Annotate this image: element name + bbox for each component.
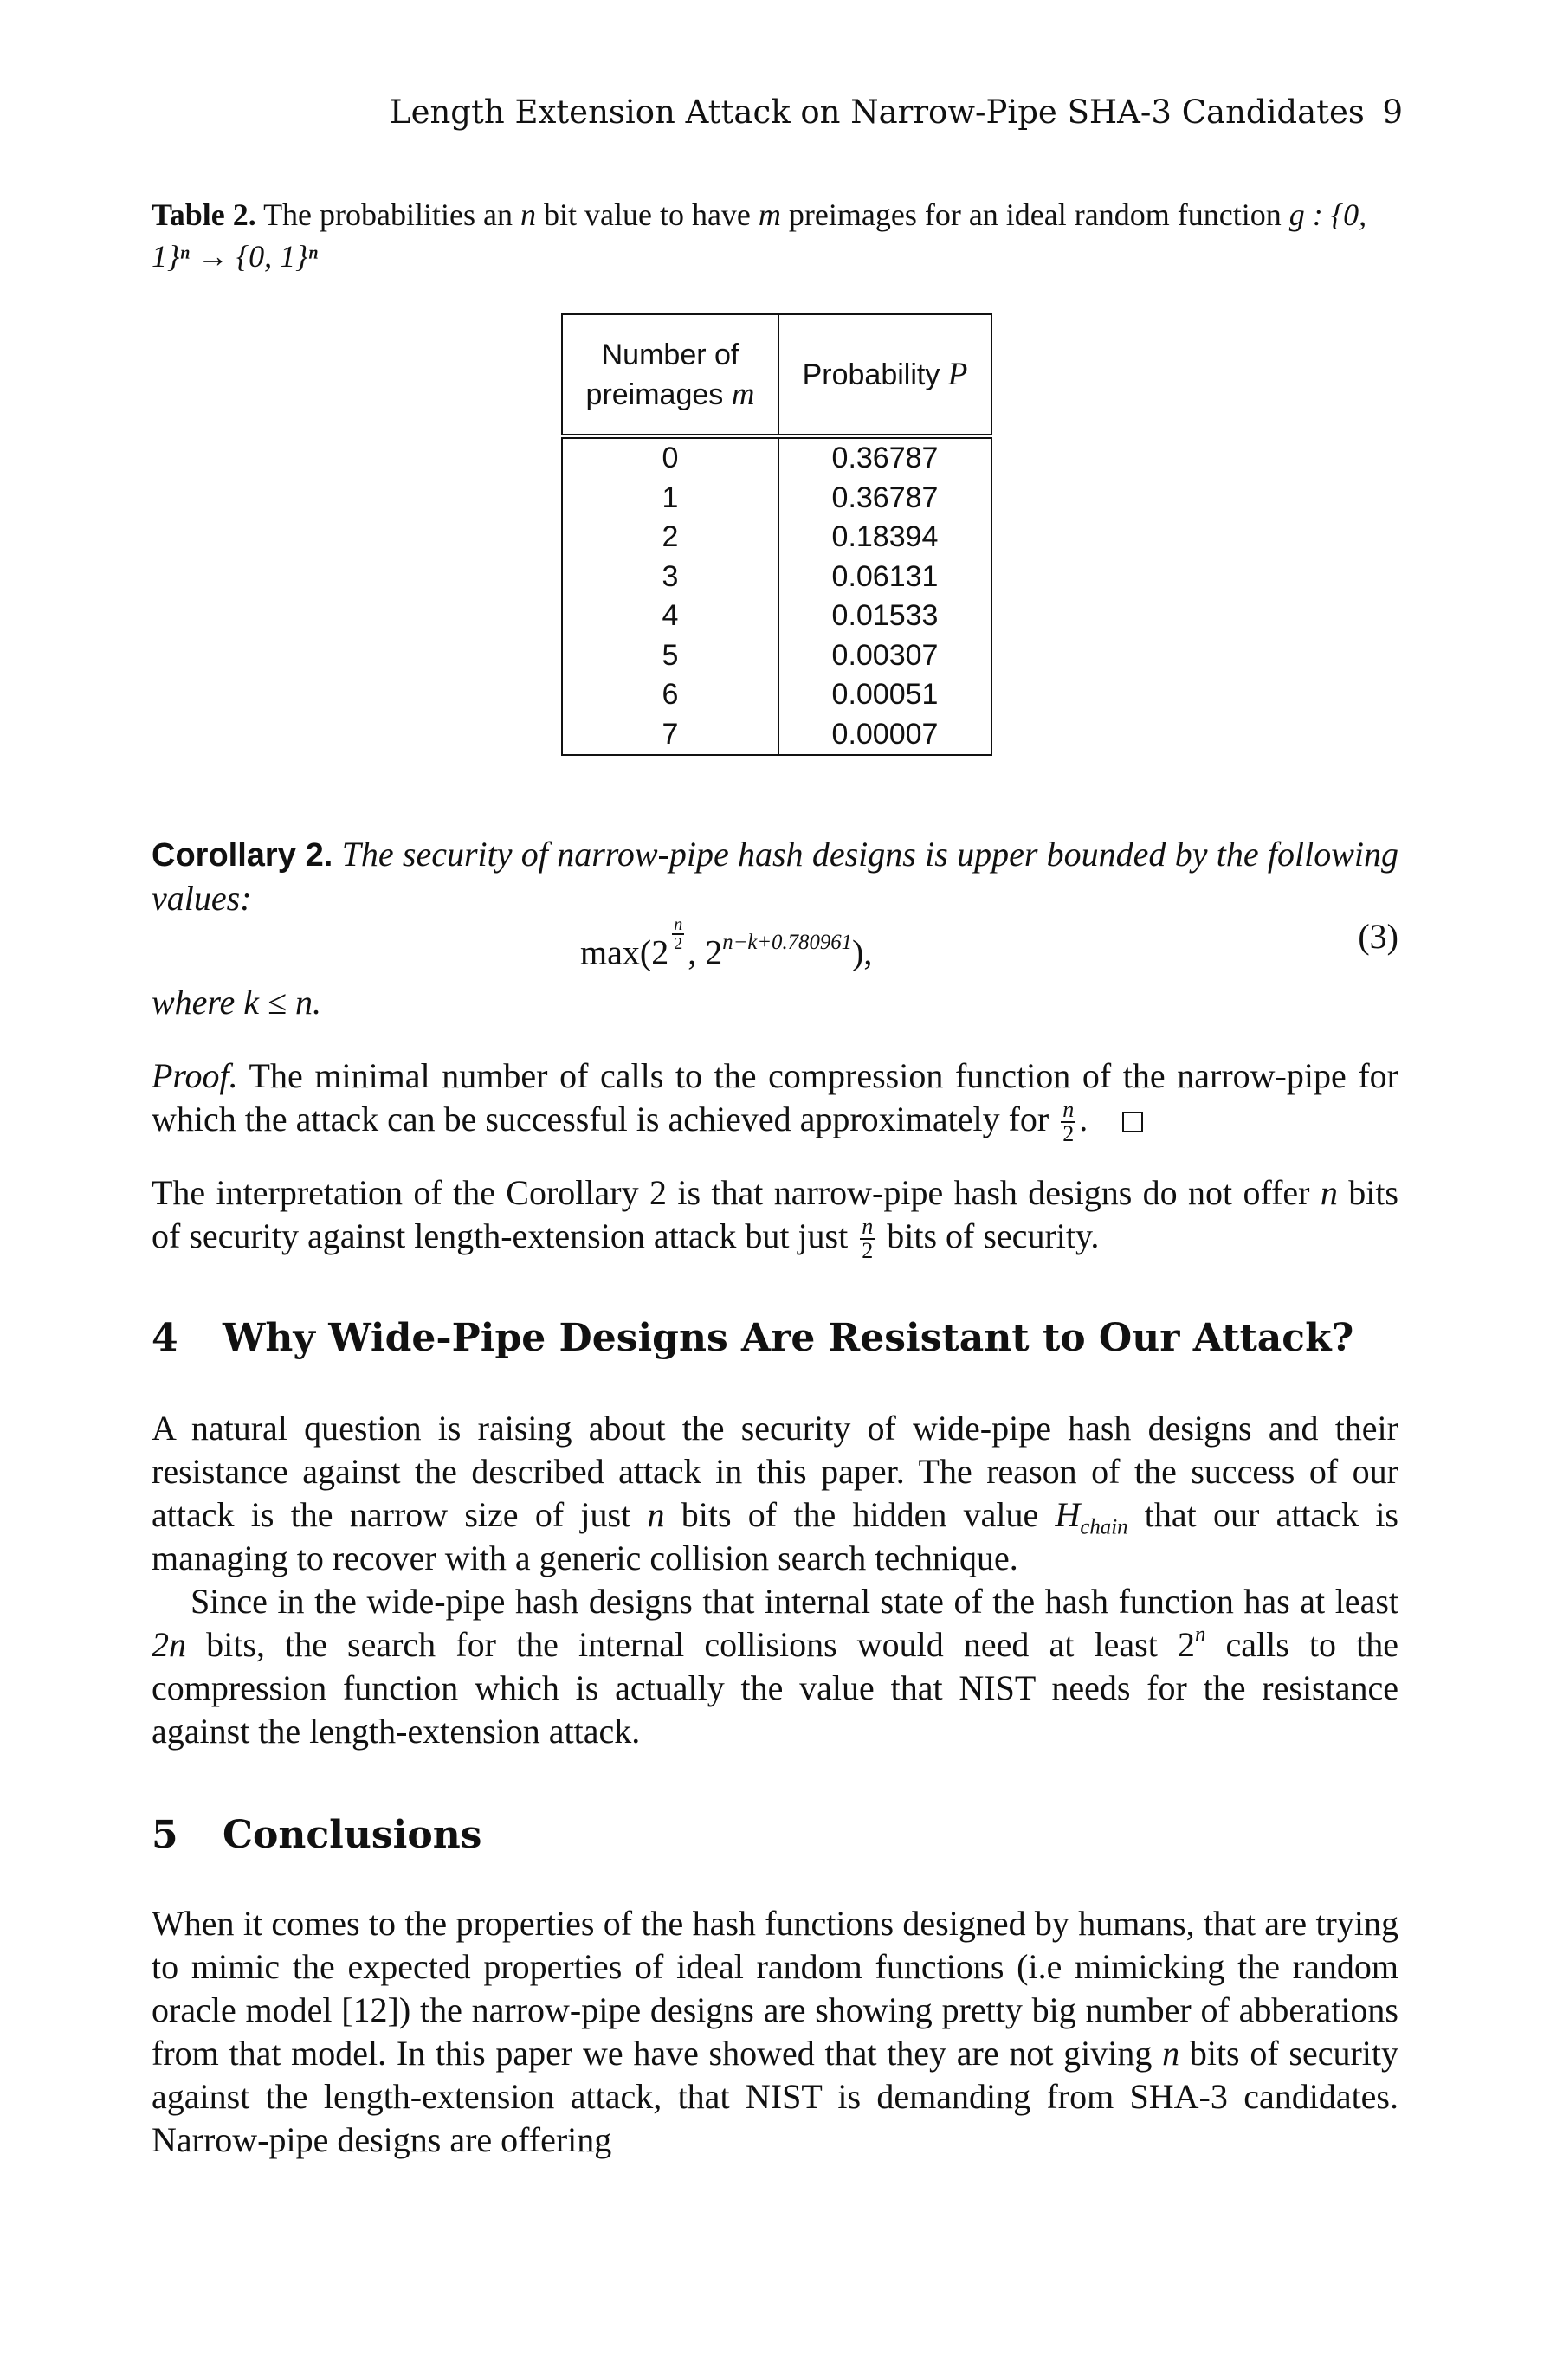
table-row: 3 0.06131: [562, 558, 991, 597]
table-row: 6 0.00051: [562, 675, 991, 715]
proof-label: Proof.: [152, 1056, 238, 1095]
corollary-statement: The security of narrow-pipe hash designs is upper bounded by the following values:: [152, 835, 1399, 918]
section-4-body: [152, 1407, 1398, 1753]
fraction-n-over-2: $\frac{n}{2}$: [1062, 1096, 1075, 1146]
section-5-body: [152, 1902, 1398, 2162]
interpretation-paragraph: The interpretation of the Corollary 2 is that narrow-pipe hash designs do not offer n bits of security against length-extension attack but just $\frac{n}{2}$ bits of security.: [152, 1173, 1399, 1263]
table-caption: Table 2. The probabilities an n bit value to have m preimages for an ideal random function g : {0, 1}ⁿ → {0, 1}ⁿ: [152, 197, 1367, 274]
fraction-n-over-2: $\frac{n}{2}$: [862, 1213, 874, 1263]
qed-symbol: [1122, 1112, 1143, 1132]
paragraph: Since in the wide-pipe hash designs that internal state of the hash function has at least 2n bits, the search for the internal collisions would need at least 2$^n$ calls to the compression function which is actually the value that NIST needs for the resistance against the length-extension attack.: [152, 1582, 1399, 1751]
section-number: 4: [152, 1316, 178, 1360]
page-number: 9: [1382, 94, 1403, 131]
table-row: 5 0.00307: [562, 636, 991, 676]
function-signature: g : {0, 1}ⁿ → {0, 1}ⁿ: [152, 197, 1367, 274]
section-4-heading: [152, 1314, 1398, 1363]
table-row: 4 0.01533: [562, 597, 991, 636]
running-head-title: Length Extension Attack on Narrow-Pipe SHA-3 Candidates: [390, 94, 1365, 131]
probability-table: [561, 313, 992, 756]
equation-3: [152, 915, 1398, 972]
section-title: Why Wide-Pipe Designs Are Resistant to Our Attack?: [223, 1316, 1354, 1360]
section-number: 5: [152, 1813, 178, 1857]
equation-number: (3): [1358, 917, 1398, 956]
table-header-row: [562, 314, 991, 436]
table-row: 7 0.00007: [562, 715, 991, 756]
corollary-2: [152, 833, 1398, 920]
exponent-fraction: n 2: [674, 915, 683, 953]
corollary-where-clause: where k ≤ n.: [152, 983, 321, 1022]
header-probability: Probability P: [778, 314, 991, 436]
corollary-label: Corollary 2.: [152, 837, 333, 874]
paragraph: When it comes to the properties of the hash functions designed by humans, that are trying to mimic the expected properties of ideal random functions (i.e mimicking the random oracle model [12]) the narrow-pipe designs are showing pretty big number of abberations from that model. In this paper we have showed that they are not giving n bits of security against the length-extension attack, that NIST is demanding from SHA-3 candidates. Narrow-pipe designs are offering: [152, 1904, 1399, 2159]
header-preimages: Number of preimages m: [562, 314, 778, 436]
running-head: [390, 94, 1403, 131]
section-5-heading: [152, 1811, 1398, 1860]
table-row: 1 0.36787: [562, 479, 991, 519]
section-title: Conclusions: [223, 1813, 482, 1857]
paragraph: A natural question is raising about the security of wide-pipe hash designs and their resistance against the described attack in this paper. The reason of the success of our attack is the narrow size of just n bits of the hidden value $H_{chain}$ that our attack is managing to recover with a generic collision search technique.: [152, 1409, 1399, 1577]
proof-paragraph: Proof. The minimal number of calls to the compression function of the narrow-pipe for which the attack can be successful is achieved approximately for $\frac{n}{2}$ .: [152, 1056, 1398, 1146]
table-label: Table 2.: [152, 197, 256, 232]
equation-expression: max(2 $^{\frac{n}{2}}$ , $2^{n-k+0.780961}$),: [580, 915, 873, 972]
table-row: 2 0.18394: [562, 518, 991, 558]
table-row: 0 0.36787: [562, 436, 991, 479]
